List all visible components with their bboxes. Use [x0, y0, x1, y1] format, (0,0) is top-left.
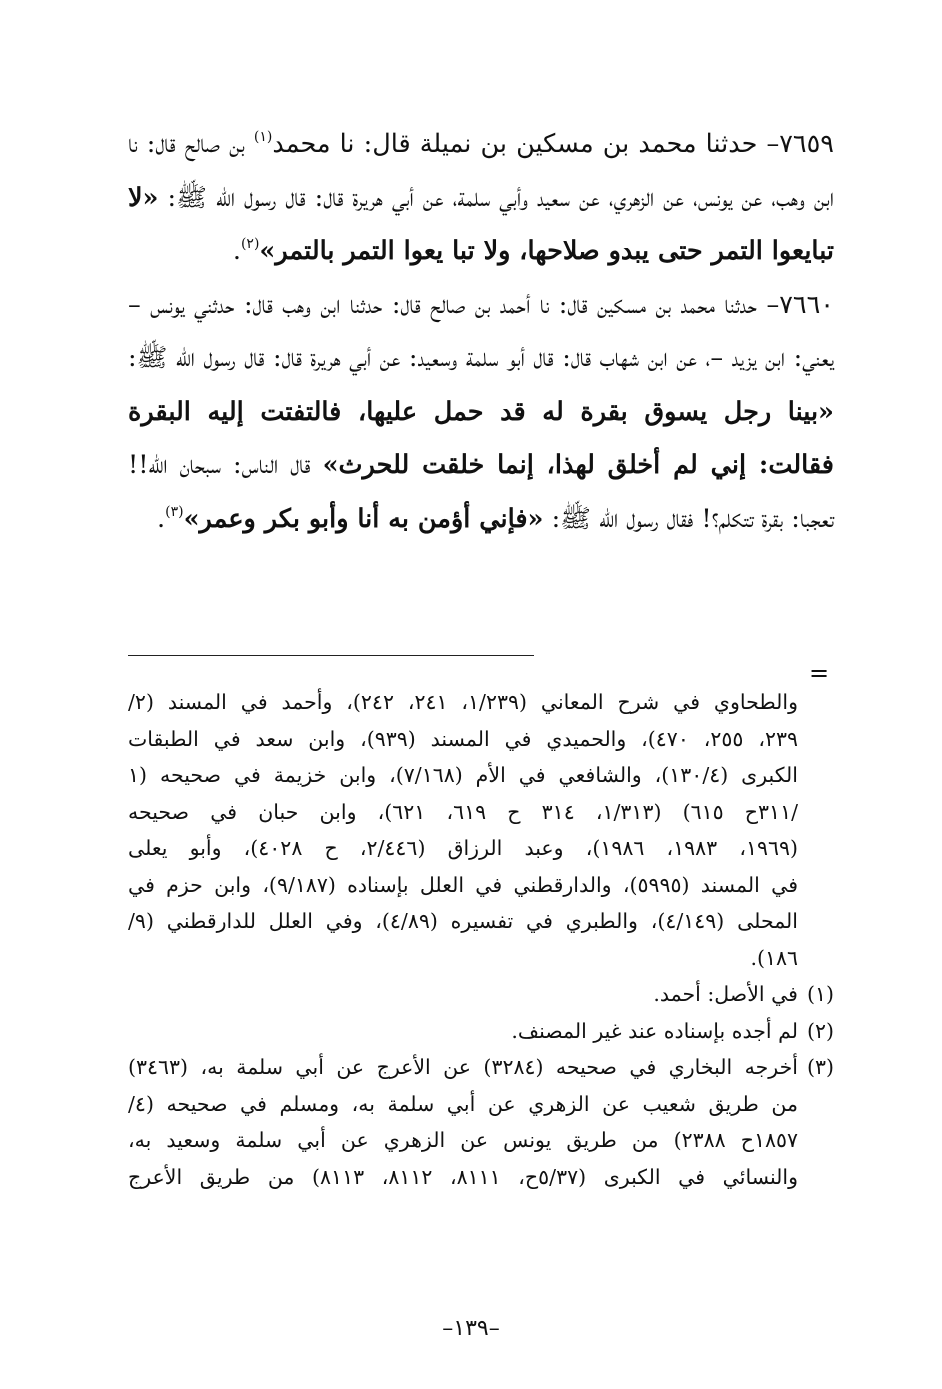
footnote-number: (١) [806, 982, 834, 1006]
footnote-line: ١٨٦). [750, 945, 798, 970]
isnad-text: حدثنا محمد بن مسكين بن نميلة قال: نا محمد [272, 129, 767, 159]
page-number: –١٣٩– [442, 1316, 500, 1341]
footnote-ref: (٣) [165, 503, 184, 520]
footnote-number: (٣) [806, 1055, 834, 1079]
footnote-line: ١٨٥٧ح ٢٣٨٨) من طريق يونس عن الزهري عن أبي سلمة وسعيد به، [128, 1128, 799, 1152]
hadith-7659 [128, 118, 834, 279]
footnote-text: لم أجده بإسناده عند غير المصنف. [511, 1018, 798, 1043]
period: . [232, 236, 241, 266]
main-text [128, 118, 834, 546]
footnote-line: في المسند (٥٩٩٥)، والدارقطني في العلل بإسناده (٩/١٨٧)، وابن حزم في [128, 872, 798, 897]
footnote-line: من طريق شعيب عن الزهري عن أبي سلمة به، ومسلم في صحيحه (٤/ [128, 1091, 798, 1116]
hadith-7660 [128, 279, 834, 547]
hadith-number: ٧٦٦٠– [766, 289, 834, 320]
footnote-continuation [128, 684, 834, 976]
footnote-line: المحلى (٤/١٤٩)، والطبري في تفسيره (٤/٨٩)، وفي العلل للدارقطني (٩/ [128, 909, 798, 933]
footnotes [128, 684, 834, 1195]
footnote-2 [128, 1013, 834, 1050]
footnote-text: في الأصل: أحمد. [653, 982, 798, 1006]
narration-text: قال الناس: سبحان الله!! تعجبا: بقرة تتكلم؟! فقال رسول الله ﷺ: [128, 450, 834, 534]
footnote-number: (٢) [806, 1018, 834, 1043]
footnote-line: والطحاوي في شرح المعاني (١/٢٣٩، ٢٤١، ٢٤٢)، وأحمد في المسند (٢/ [128, 690, 798, 714]
period: . [157, 503, 166, 534]
footnote-line: ٢٣٩، ٢٥٥، ٤٧٠)، والحميدي في المسند (٩٣٩)، وابن سعد في الطبقات [128, 726, 798, 751]
footnote-line: والنسائي في الكبرى (٥/٣٧ح، ٨١١١، ٨١١٢، ٨١١٣) من طريق الأعرج [128, 1164, 799, 1189]
matn-quote: «فإني أؤمن به أنا وأبو بكر وعمر» [183, 503, 544, 534]
footnote-line: (١٩٦٩، ١٩٨٣، ١٩٨٦)، وعبد الرزاق (٢/٤٤٦، ح ٤٠٢٨)، وأبو يعلى [128, 836, 798, 860]
matn-quote: «بينا رجل يسوق بقرة له قد حمل عليها، فالتفتت إليه البقرة فقالت: إني لم أخلق لهذا، إنما خلقت للحرث» [128, 396, 834, 480]
isnad-text: بن صالح قال: نا ابن وهب، عن يونس، عن الزهري، عن سعيد وأبي سلمة، عن أبي هريرة قال: قال رسول الله ﷺ: [128, 129, 834, 213]
matn-quote: «لا تبايعوا التمر حتى يبدو صلاحها، ولا تبا يعوا التمر بالتمر» [128, 182, 834, 266]
footnote-separator [128, 655, 534, 656]
isnad-text: حدثنا محمد بن مسكين قال: نا أحمد بن صالح قال: حدثنا ابن وهب قال: حدثني يونس – يعني: ابن يزيد –، عن ابن شهاب قال: قال أبو سلمة وسعيد: عن أبي هريرة قال: قال رسول الله ﷺ: [128, 289, 834, 373]
footnote-3 [128, 1049, 834, 1195]
footnote-ref: (١) [253, 129, 273, 145]
footnote-line: /٣١١ح ٦١٥) (١/٣١٣، ٣١٤ ح ٦١٩، ٦٢١)، وابن حبان في صحيحه [128, 799, 799, 824]
footnote-1 [128, 976, 834, 1013]
footnote-line: أخرجه البخاري في صحيحه (٣٢٨٤) عن الأعرج عن أبي سلمة به، (٣٤٦٣) [128, 1055, 798, 1079]
hadith-number: ٧٦٥٩– [766, 129, 835, 159]
continuation-mark: = [808, 659, 830, 687]
footnote-line: الكبرى (١٣٠/٤)، والشافعي في الأم (٧/١٦٨)، وابن خزيمة في صحيحه (١ [128, 763, 798, 787]
footnote-ref: (٢) [240, 236, 260, 252]
